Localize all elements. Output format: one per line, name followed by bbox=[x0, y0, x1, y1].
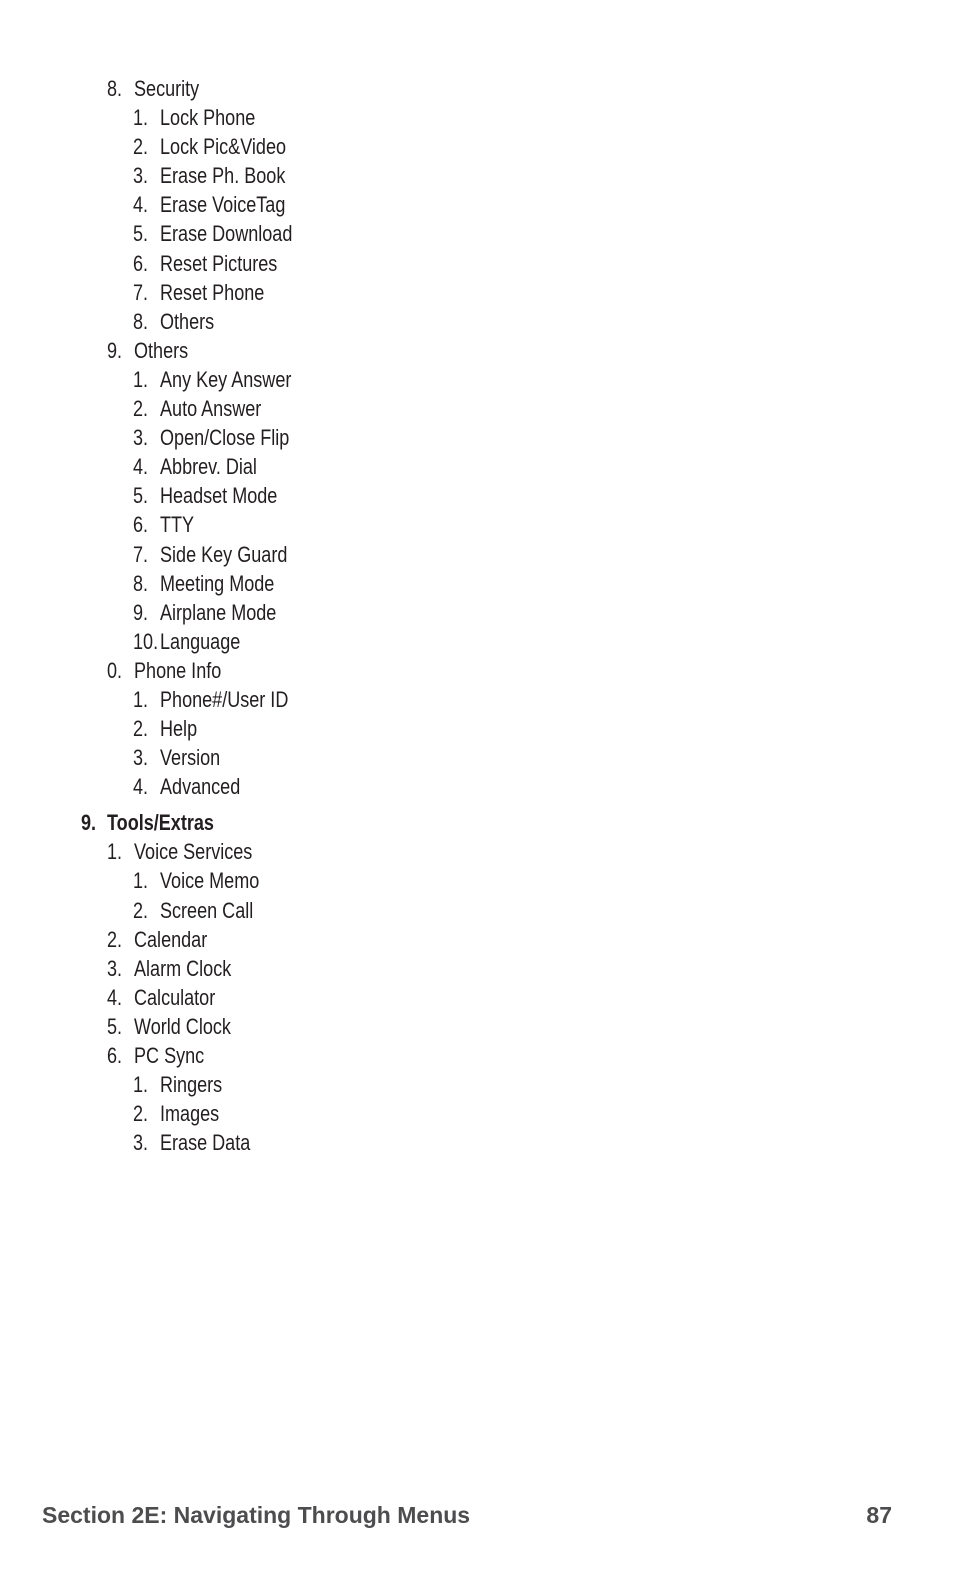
menu-item-number: 1. bbox=[133, 366, 149, 392]
menu-item-number: 3. bbox=[133, 745, 149, 771]
submenu-item bbox=[0, 365, 954, 394]
menu-item-label: Any Key Answer bbox=[160, 366, 292, 392]
submenu-item bbox=[0, 598, 954, 627]
menu-item-label: Phone Info bbox=[134, 657, 222, 683]
menu-item-label: Lock Phone bbox=[160, 105, 256, 131]
menu-item-label: Others bbox=[134, 337, 189, 363]
menu-item-number: 7. bbox=[133, 541, 149, 567]
menu-item-number: 1. bbox=[133, 868, 149, 894]
menu-item-number: 2. bbox=[133, 134, 149, 160]
menu-item-number: 1. bbox=[133, 686, 149, 712]
submenu-item bbox=[0, 132, 954, 161]
menu-item bbox=[0, 925, 954, 954]
submenu-item bbox=[0, 161, 954, 190]
menu-item-number: 8. bbox=[107, 76, 123, 101]
menu-item-number: 1. bbox=[133, 1072, 149, 1098]
menu-item-number: 2. bbox=[107, 926, 123, 952]
menu-item-number: 5. bbox=[133, 221, 149, 247]
menu-item-label: Reset Phone bbox=[160, 279, 265, 305]
menu-item-label: Open/Close Flip bbox=[160, 425, 290, 451]
submenu-item bbox=[0, 714, 954, 743]
submenu-item bbox=[0, 452, 954, 481]
menu-item-number: 6. bbox=[133, 512, 149, 538]
menu-item-label: Calendar bbox=[134, 926, 208, 952]
submenu-item bbox=[0, 1070, 954, 1099]
submenu-item bbox=[0, 1099, 954, 1128]
menu-item-label: Voice Services bbox=[134, 839, 253, 865]
submenu-item bbox=[0, 394, 954, 423]
footer-section-title: Section 2E: Navigating Through Menus bbox=[42, 1502, 471, 1528]
menu-item-label: Phone#/User ID bbox=[160, 686, 289, 712]
submenu-item bbox=[0, 103, 954, 132]
submenu-item bbox=[0, 307, 954, 336]
menu-item-label: PC Sync bbox=[134, 1043, 205, 1068]
menu-item-label: TTY bbox=[160, 512, 195, 538]
menu-item-number: 8. bbox=[133, 308, 149, 334]
menu-item-label: Erase Download bbox=[160, 221, 293, 247]
menu-item-label: Help bbox=[160, 716, 198, 742]
menu-item-label: Erase VoiceTag bbox=[160, 192, 286, 218]
menu-item-label: Auto Answer bbox=[160, 396, 262, 422]
menu-item-label: Abbrev. Dial bbox=[160, 454, 257, 480]
menu-item-label: Erase Data bbox=[160, 1130, 251, 1156]
menu-item-label: Images bbox=[160, 1101, 220, 1127]
submenu-item bbox=[0, 423, 954, 452]
submenu-item bbox=[0, 866, 954, 895]
submenu-item bbox=[0, 743, 954, 772]
page-number: 87 bbox=[866, 1502, 892, 1528]
menu-item-number: 9. bbox=[81, 810, 97, 836]
menu-item-number: 2. bbox=[133, 396, 149, 422]
menu-item bbox=[0, 336, 954, 365]
menu-item-number: 2. bbox=[133, 716, 149, 742]
menu-item-label: Meeting Mode bbox=[160, 570, 275, 596]
menu-item-number: 4. bbox=[107, 984, 123, 1010]
menu-item-number: 1. bbox=[133, 105, 149, 131]
submenu-item bbox=[0, 627, 954, 656]
menu-item-number: 1. bbox=[107, 839, 123, 865]
menu-item-label: Erase Ph. Book bbox=[160, 163, 286, 189]
menu-item-number: 6. bbox=[133, 250, 149, 276]
submenu-item bbox=[0, 685, 954, 714]
menu-item-label: Language bbox=[160, 628, 241, 654]
menu-item-label: Tools/Extras bbox=[107, 810, 214, 836]
menu-item-label: Ringers bbox=[160, 1072, 223, 1098]
menu-item-number: 0. bbox=[107, 657, 123, 683]
menu-item-number: 10. bbox=[133, 628, 159, 654]
menu-item-number: 3. bbox=[133, 1130, 149, 1156]
menu-item-number: 5. bbox=[107, 1013, 123, 1039]
submenu-item bbox=[0, 190, 954, 219]
menu-heading bbox=[0, 801, 954, 837]
menu-item-label: Screen Call bbox=[160, 897, 254, 923]
submenu-item bbox=[0, 569, 954, 598]
menu-item-number: 2. bbox=[133, 1101, 149, 1127]
menu-item-number: 9. bbox=[107, 337, 123, 363]
menu-outline bbox=[0, 74, 954, 1157]
menu-item-label: Airplane Mode bbox=[160, 599, 277, 625]
menu-item bbox=[0, 837, 954, 866]
menu-item-label: Advanced bbox=[160, 774, 241, 800]
menu-item bbox=[0, 1041, 954, 1070]
submenu-item bbox=[0, 772, 954, 801]
menu-item-label: Headset Mode bbox=[160, 483, 278, 509]
submenu-item bbox=[0, 510, 954, 539]
menu-item-label: Version bbox=[160, 745, 221, 771]
submenu-item bbox=[0, 249, 954, 278]
menu-item-number: 4. bbox=[133, 454, 149, 480]
menu-item-label: Calculator bbox=[134, 984, 216, 1010]
menu-item-label: Voice Memo bbox=[160, 868, 260, 894]
submenu-item bbox=[0, 481, 954, 510]
submenu-item bbox=[0, 896, 954, 925]
menu-item-number: 3. bbox=[107, 955, 123, 981]
menu-item-number: 8. bbox=[133, 570, 149, 596]
menu-item-number: 3. bbox=[133, 425, 149, 451]
submenu-item bbox=[0, 219, 954, 248]
submenu-item bbox=[0, 540, 954, 569]
menu-item bbox=[0, 1012, 954, 1041]
menu-item-label: Others bbox=[160, 308, 215, 334]
submenu-item bbox=[0, 278, 954, 307]
submenu-item bbox=[0, 1128, 954, 1157]
menu-item bbox=[0, 983, 954, 1012]
page-footer bbox=[42, 1502, 892, 1536]
menu-item-number: 4. bbox=[133, 774, 149, 800]
menu-item-label: World Clock bbox=[134, 1013, 231, 1039]
menu-item-label: Security bbox=[134, 76, 200, 101]
menu-item-number: 5. bbox=[133, 483, 149, 509]
menu-item-number: 6. bbox=[107, 1043, 123, 1068]
menu-item-number: 2. bbox=[133, 897, 149, 923]
menu-item-number: 4. bbox=[133, 192, 149, 218]
menu-item-number: 9. bbox=[133, 599, 149, 625]
menu-item-number: 7. bbox=[133, 279, 149, 305]
menu-item-label: Reset Pictures bbox=[160, 250, 278, 276]
menu-item-number: 3. bbox=[133, 163, 149, 189]
menu-item-label: Alarm Clock bbox=[134, 955, 232, 981]
menu-item bbox=[0, 74, 954, 103]
menu-item-label: Side Key Guard bbox=[160, 541, 288, 567]
menu-item bbox=[0, 954, 954, 983]
menu-item-label: Lock Pic&Video bbox=[160, 134, 287, 160]
menu-item bbox=[0, 656, 954, 685]
